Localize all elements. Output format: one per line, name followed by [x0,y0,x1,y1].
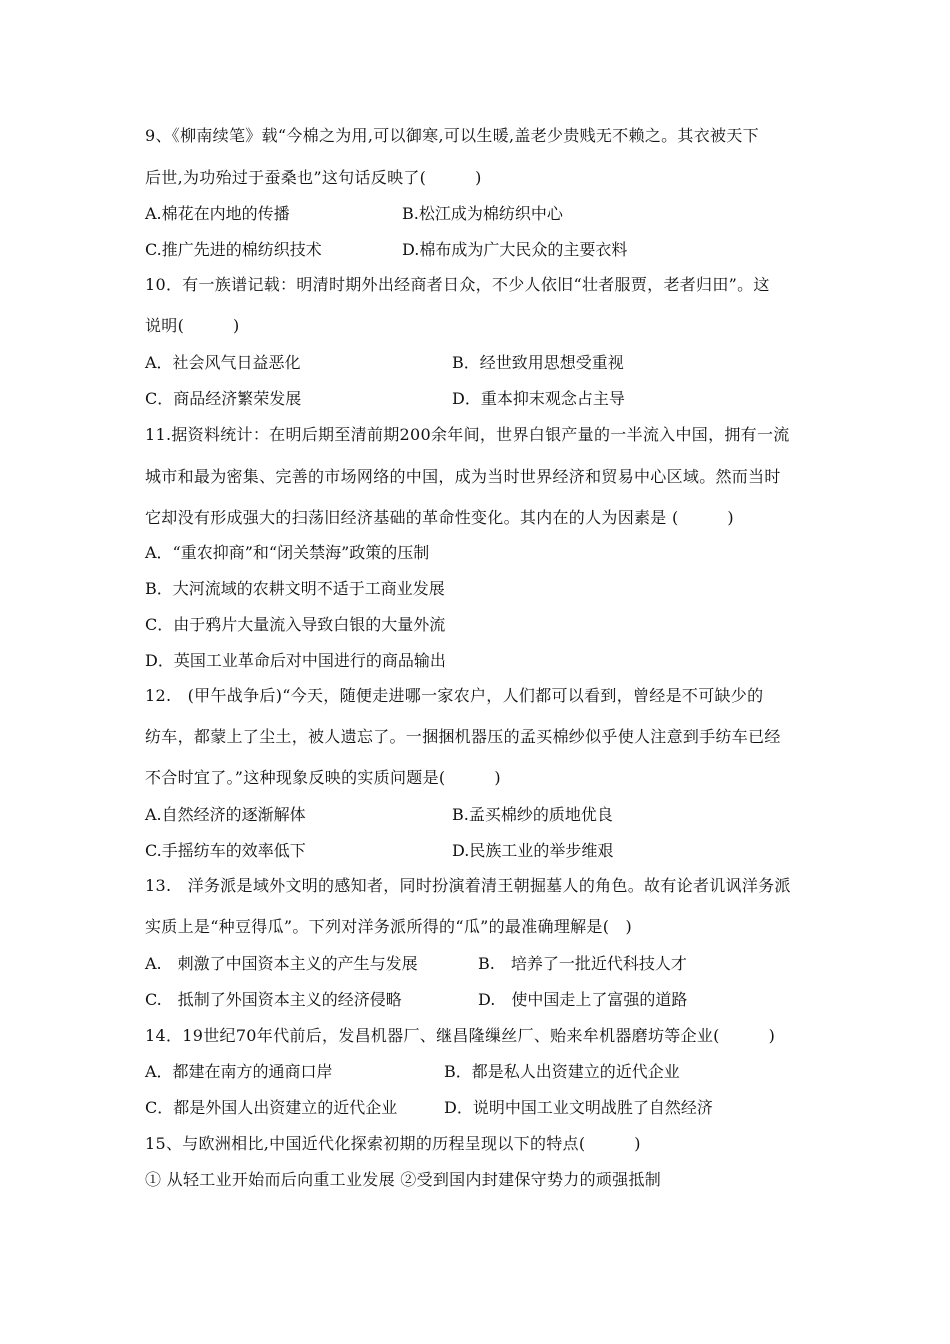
question-9-line-1: 9、《柳南续笔》载“今棉之为用,可以御寒,可以生暖,盖老少贵贱无不赖之。其衣被天下 [145,126,759,145]
question-12-option-b: B.孟买棉纱的质地优良 [452,805,613,824]
question-11-line-1: 11.据资料统计：在明后期至清前期200余年间，世界白银产量的一半流入中国，拥有一流 [145,425,790,444]
question-9-option-b: B.松江成为棉纺织中心 [402,204,563,223]
question-9-line-2: 后世,为功殆过于蚕桑也”这句话反映了( ) [145,168,482,187]
question-12-option-d: D.民族工业的举步维艰 [452,841,614,860]
question-15-line-1: 15、与欧洲相比,中国近代化探索初期的历程呈现以下的特点( ) [145,1134,641,1153]
question-10-option-a: A．社会风气日益恶化 [145,353,301,372]
question-11-line-3: 它却没有形成强大的扫荡旧经济基础的革命性变化。其内在的人为因素是 ( ) [145,508,734,527]
question-11-line-2: 城市和最为密集、完善的市场网络的中国，成为当时世界经济和贸易中心区域。然而当时 [145,467,781,486]
question-12-line-1: 12. (甲午战争后)“今天，随便走进哪一家农户，人们都可以看到，曾经是不可缺少的 [145,686,764,705]
question-12-option-c: C.手摇纺车的效率低下 [145,841,306,860]
question-12-line-2: 纺车，都蒙上了尘土，被人遗忘了。一捆捆机器压的孟买棉纱似乎使人注意到手纺车已经 [145,727,781,746]
question-10-line-1: 10．有一族谱记载：明清时期外出经商者日众，不少人依旧“壮者服贾，老者归田”。这 [145,275,770,294]
question-13-line-2: 实质上是“种豆得瓜”。下列对洋务派所得的“瓜”的最准确理解是( ) [145,917,633,936]
question-13-option-c: C. 抵制了外国资本主义的经济侵略 [145,990,402,1009]
question-9-option-d: D.棉布成为广大民众的主要衣料 [402,240,628,259]
question-9-option-a: A.棉花在内地的传播 [145,204,290,223]
question-14-option-c: C．都是外国人出资建立的近代企业 [145,1098,398,1117]
question-11-option-a: A．“重农抑商”和“闭关禁海”政策的压制 [145,543,430,562]
question-13-option-b: B. 培养了一批近代科技人才 [478,954,687,973]
question-12-line-3: 不合时宜了。”这种现象反映的实质问题是( ) [145,768,501,787]
question-10-line-2: 说明( ) [145,316,240,335]
question-14-line-1: 14．19世纪70年代前后，发昌机器厂、继昌隆缫丝厂、贻来牟机器磨坊等企业( ) [145,1026,776,1045]
question-14-option-a: A．都建在南方的通商口岸 [145,1062,333,1081]
question-11-option-b: B．大河流域的农耕文明不适于工商业发展 [145,579,445,598]
question-10-option-c: C．商品经济繁荣发展 [145,389,302,408]
question-13-option-a: A. 刺激了中国资本主义的产生与发展 [145,954,418,973]
question-15-line-2: ① 从轻工业开始而后向重工业发展 ②受到国内封建保守势力的顽强抵制 [145,1170,662,1189]
question-13-option-d: D. 使中国走上了富强的道路 [478,990,688,1009]
question-11-option-c: C．由于鸦片大量流入导致白银的大量外流 [145,615,446,634]
question-14-option-b: B．都是私人出资建立的近代企业 [444,1062,680,1081]
question-10-option-d: D．重本抑末观念占主导 [452,389,625,408]
question-13-line-1: 13. 洋务派是域外文明的感知者，同时扮演着清王朝掘墓人的角色。故有论者讥讽洋务派 [145,876,791,895]
question-12-option-a: A.自然经济的逐渐解体 [145,805,306,824]
question-10-option-b: B．经世致用思想受重视 [452,353,624,372]
question-14-option-d: D．说明中国工业文明战胜了自然经济 [444,1098,713,1117]
question-9-option-c: C.推广先进的棉纺织技术 [145,240,322,259]
question-11-option-d: D．英国工业革命后对中国进行的商品输出 [145,651,446,670]
